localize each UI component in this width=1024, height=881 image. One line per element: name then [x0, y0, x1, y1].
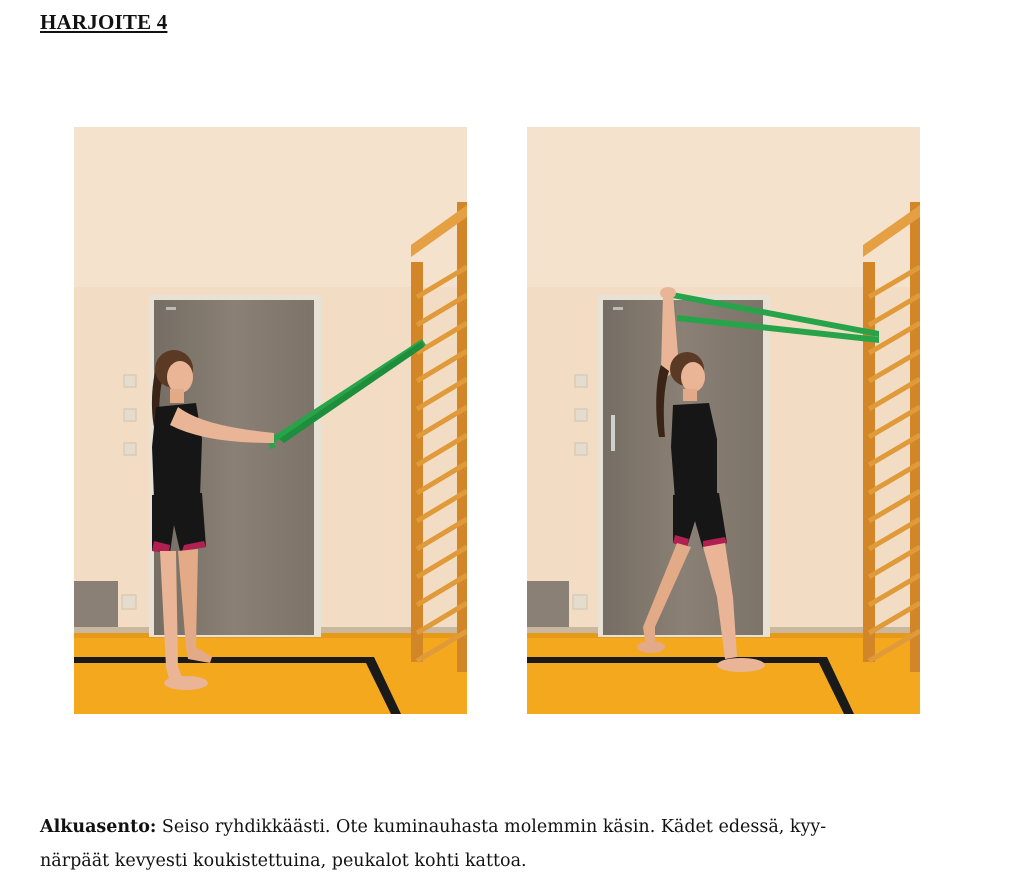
- instruction-label: Alkuasento:: [40, 817, 157, 837]
- exercise-heading: HARJOITE 4: [40, 10, 168, 34]
- instruction-text: [40, 810, 975, 878]
- instruction-line-1: [40, 810, 975, 844]
- end-position-photo: [527, 127, 920, 714]
- instruction-line-1-text: Seiso ryhdikkäästi. Ote kuminauhasta molemmin käsin. Kädet edessä, kyy-: [156, 817, 827, 837]
- instruction-line-2: närpäät kevyesti koukistettuina, peukalot kohti kattoa.: [40, 851, 527, 871]
- start-position-photo: [74, 127, 467, 714]
